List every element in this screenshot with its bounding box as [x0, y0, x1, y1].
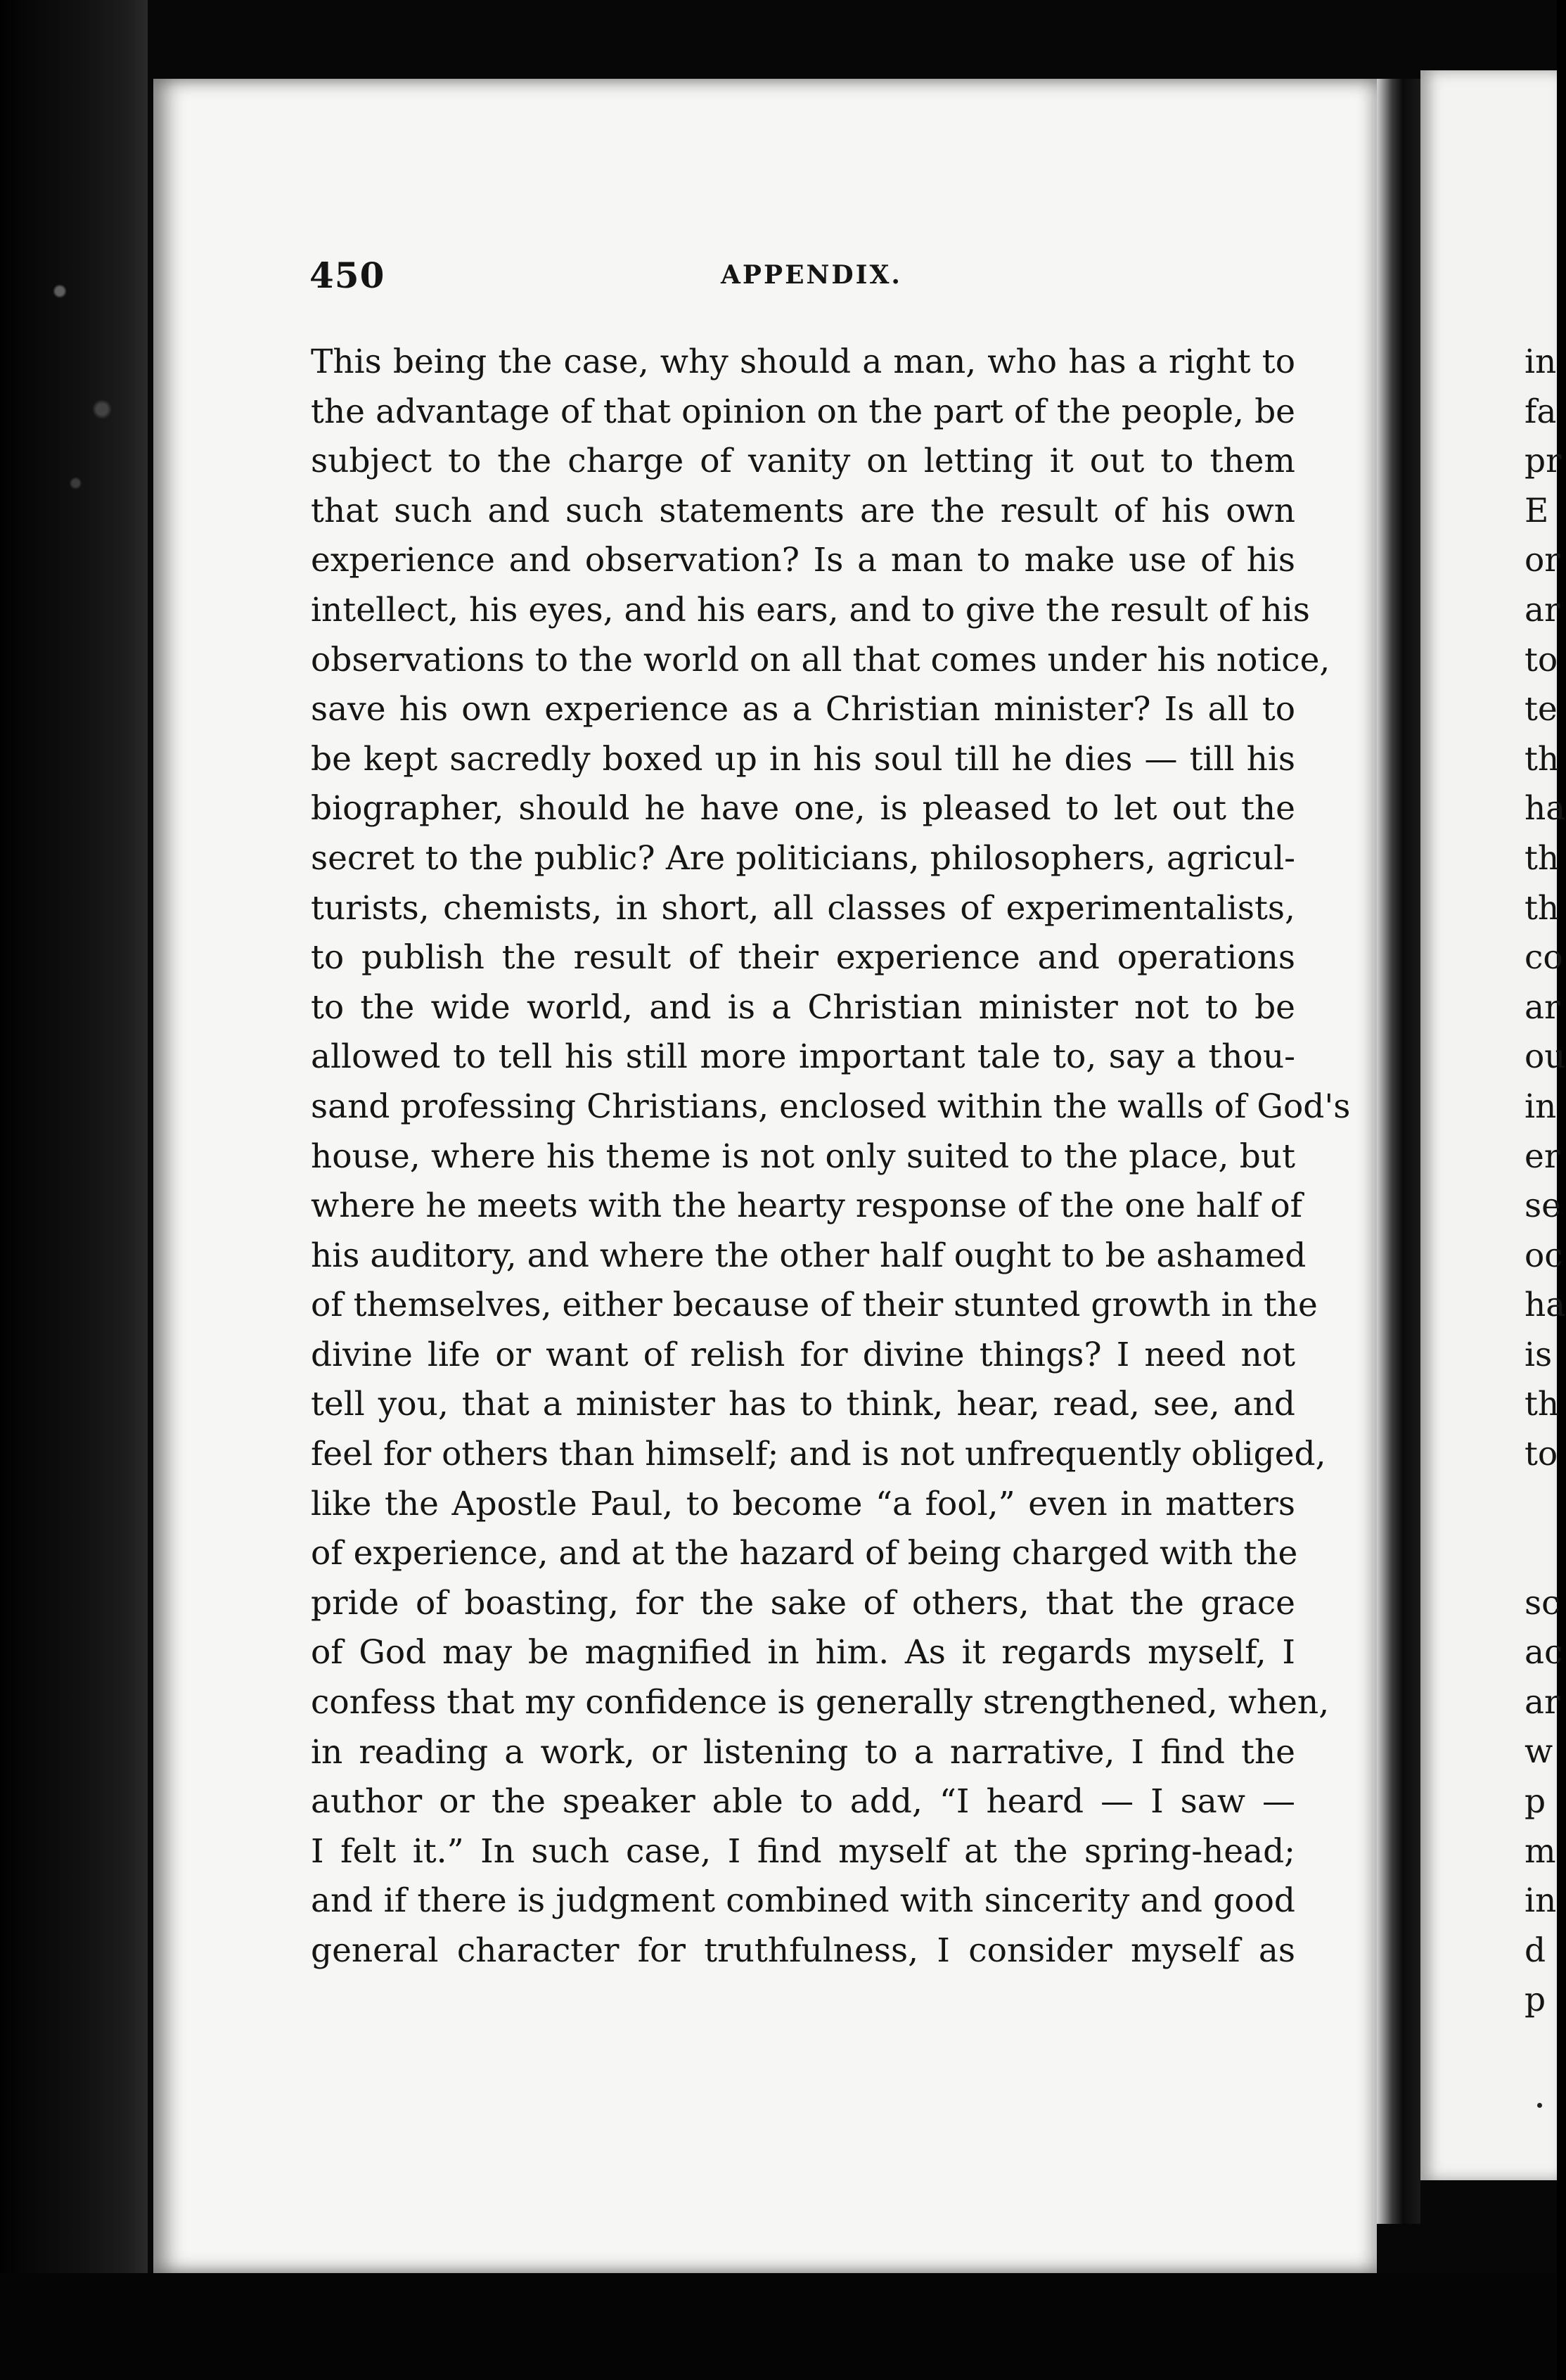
text-line: I felt it.” In such case, I find myself at the spring-head; — [311, 1831, 1295, 1871]
facing-page-fragment: in — [1525, 343, 1557, 381]
facing-page-fragment: ac — [1525, 1633, 1563, 1672]
running-title: APPENDIX. — [721, 260, 902, 290]
body-text — [311, 338, 1351, 1976]
scan-speckle — [28, 232, 134, 527]
text-line: experience and observation? Is a man to make use of his — [311, 541, 1295, 580]
text-line: allowed to tell his still more important tale to, say a thou- — [311, 1037, 1295, 1077]
text-line: intellect, his eyes, and his ears, and to give the result of his — [311, 590, 1310, 629]
facing-page-fragment: w — [1525, 1732, 1553, 1772]
facing-page-fragment: th — [1525, 838, 1560, 878]
text-line: of experience, and at the hazard of being charged with the — [311, 1534, 1298, 1573]
facing-page-fragment: or — [1525, 541, 1560, 580]
facing-page-fragment: to — [1525, 1435, 1558, 1474]
text-line: divine life or want of relish for divine things? I need not — [311, 1335, 1295, 1374]
text-line: author or the speaker able to add, “I heard — I saw — — [311, 1782, 1295, 1822]
facing-page-fragment: in — [1525, 1881, 1557, 1921]
book-gutter — [1377, 79, 1420, 2224]
text-line: like the Apostle Paul, to become “a fool,” even in matters — [311, 1484, 1295, 1523]
text-line: subject to the charge of vanity on letting it out to them — [311, 442, 1295, 481]
facing-page-fragment: se — [1525, 1186, 1561, 1226]
text-line: general character for truthfulness, I consider myself as — [311, 1931, 1295, 1970]
facing-page-fragment: is — [1525, 1335, 1553, 1374]
text-line: and if there is judgment combined with sincerity and good — [311, 1881, 1295, 1921]
facing-page-fragment: ar — [1525, 987, 1560, 1027]
text-line: be kept sacredly boxed up in his soul till he dies — till his — [311, 739, 1295, 779]
facing-page-fragment: co — [1525, 938, 1563, 978]
text-line: tell you, that a minister has to think, hear, read, see, and — [311, 1385, 1295, 1424]
facing-page-fragment: p — [1525, 1981, 1546, 2020]
facing-page-fragment: sc — [1525, 1583, 1560, 1623]
facing-page-fragment: th — [1525, 739, 1560, 779]
facing-page-fragment: fa — [1525, 392, 1557, 431]
facing-page-fragment: p — [1525, 1782, 1546, 1822]
facing-page-fragment: d — [1525, 1931, 1546, 1970]
text-line: house, where his theme is not only suited to the place, but — [311, 1137, 1295, 1176]
facing-page-fragment: th — [1525, 1385, 1560, 1424]
facing-page-fragment: ha — [1525, 789, 1566, 828]
facing-page-fragment: m — [1525, 1831, 1556, 1871]
facing-page-fragment: oc — [1525, 1236, 1563, 1275]
facing-page-text — [1525, 338, 1566, 2026]
text-line: This being the case, why should a man, who has a right to — [311, 343, 1295, 381]
facing-page-fragment: th — [1525, 888, 1560, 928]
text-line: that such and such statements are the result of his own — [311, 491, 1295, 530]
text-line: secret to the public? Are politicians, philosophers, agricul- — [311, 838, 1295, 878]
facing-page-fragment: te — [1525, 690, 1558, 729]
facing-page-mark — [1537, 2103, 1542, 2108]
facing-page-gap — [1525, 1480, 1557, 1579]
text-line: confess that my confidence is generally strengthened, when, — [311, 1683, 1330, 1722]
facing-page-fragment: E — [1525, 491, 1549, 530]
running-head — [309, 255, 1294, 297]
text-line: sand professing Christians, enclosed within the walls of God's — [311, 1087, 1351, 1126]
scanner-bottom — [0, 2273, 1557, 2380]
facing-page-fragment: to — [1525, 640, 1558, 679]
text-line: of themselves, either because of their stunted growth in the — [311, 1286, 1318, 1325]
text-line: turists, chemists, in short, all classes of experimentalists, — [311, 888, 1295, 928]
text-line: in reading a work, or listening to a narrative, I find the — [311, 1732, 1295, 1772]
text-line: of God may be magnified in him. As it regards myself, I — [311, 1633, 1295, 1672]
text-line: observations to the world on all that comes under his notice, — [311, 640, 1330, 679]
text-line: to the wide world, and is a Christian minister not to be — [311, 987, 1295, 1027]
text-line: save his own experience as a Christian minister? Is all to — [311, 690, 1295, 729]
text-line: pride of boasting, for the sake of others, that the grace — [311, 1583, 1295, 1623]
facing-page-fragment: er — [1525, 1137, 1560, 1176]
facing-page-fragment: ar — [1525, 590, 1560, 629]
facing-page-fragment: in — [1525, 1087, 1557, 1126]
text-line: biographer, should he have one, is pleased to let out the — [311, 789, 1295, 828]
text-line: to publish the result of their experience and operations — [311, 938, 1295, 978]
facing-page-fragment: ou — [1525, 1037, 1566, 1077]
text-line: his auditory, and where the other half ought to be ashamed — [311, 1236, 1307, 1275]
facing-page-fragment: ha — [1525, 1286, 1566, 1325]
text-line: feel for others than himself; and is not unfrequently obliged, — [311, 1435, 1326, 1474]
facing-page-fragment: ar — [1525, 1682, 1560, 1722]
text-line: where he meets with the hearty response of the one half of — [311, 1186, 1303, 1226]
text-line: the advantage of that opinion on the part of the people, be — [311, 392, 1295, 431]
facing-page-fragment: pr — [1525, 442, 1562, 481]
page-number: 450 — [309, 255, 385, 296]
